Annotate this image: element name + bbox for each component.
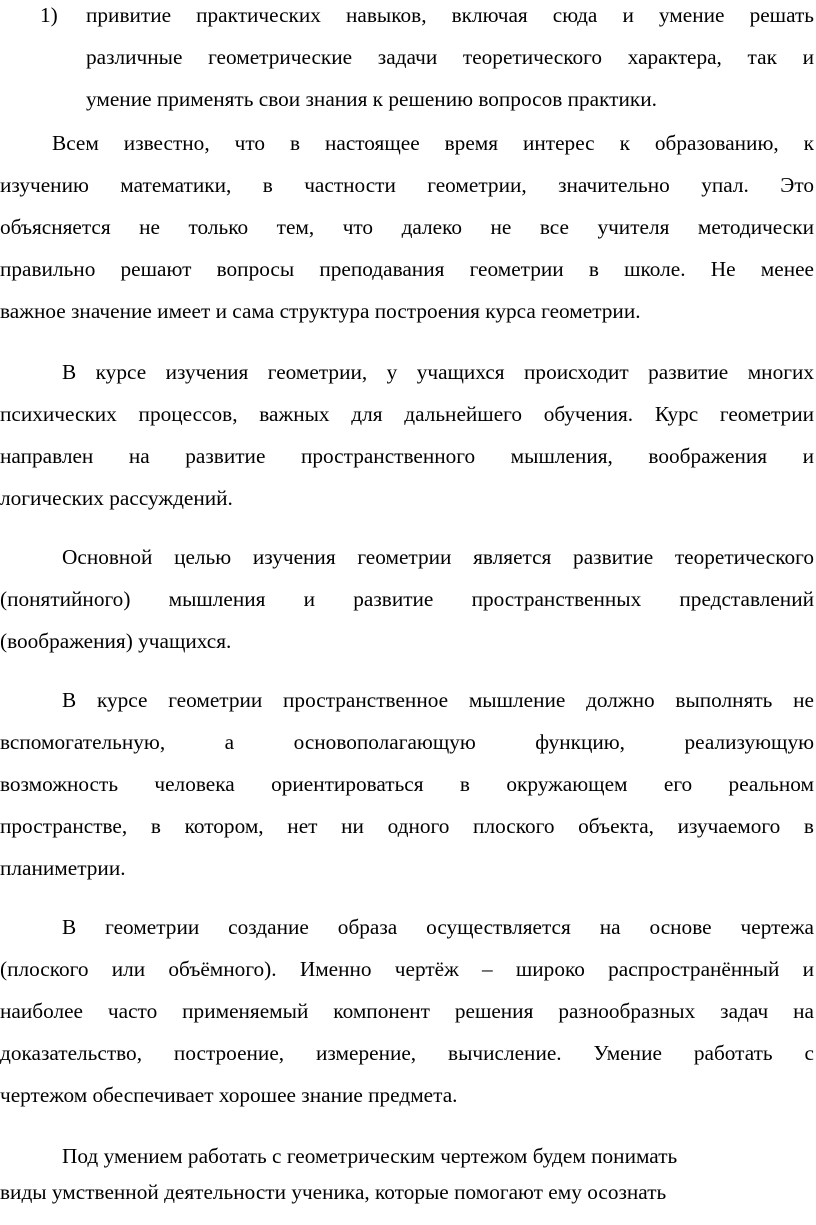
paragraph-line: (плоского или объёмного). Именно чертёж – широко распространённый и [0, 957, 814, 981]
paragraph-line: виды умственной деятельности ученика, которые помогают ему осознать [0, 1180, 667, 1204]
paragraph-line: В курсе геометрии пространственное мышление должно выполнять не [62, 688, 814, 712]
paragraph-line: Под умением работать с геометрическим чертежом будем понимать [62, 1144, 678, 1168]
list-item-line: различные геометрические задачи теоретического характера, так и [86, 45, 814, 69]
paragraph-line: (понятийного) мышления и развитие пространственных представлений [0, 587, 814, 611]
paragraph-line: изучению математики, в частности геометрии, значительно упал. Это [0, 173, 814, 197]
paragraph-line: вспомогательную, а основополагающую функцию, реализующую [0, 730, 814, 754]
paragraph-line: возможность человека ориентироваться в окружающем его реальном [0, 772, 814, 796]
paragraph-line: наиболее часто применяемый компонент решения разнообразных задач на [0, 999, 814, 1023]
paragraph-line: планиметрии. [0, 856, 126, 880]
paragraph-line: важное значение имеет и сама структура построения курса геометрии. [0, 299, 641, 323]
paragraph-line: Всем известно, что в настоящее время интерес к образованию, к [52, 131, 814, 155]
list-item-line: умение применять свои знания к решению вопросов практики. [86, 87, 657, 111]
paragraph-line: В геометрии создание образа осуществляется на основе чертежа [62, 915, 814, 939]
paragraph-line: правильно решают вопросы преподавания геометрии в школе. Не менее [0, 257, 814, 281]
paragraph-line: В курсе изучения геометрии, у учащихся происходит развитие многих [62, 360, 814, 384]
paragraph-line: пространстве, в котором, нет ни одного плоского объекта, изучаемого в [0, 814, 814, 838]
paragraph-line: объясняется не только тем, что далеко не все учителя методически [0, 215, 814, 239]
paragraph-line: Основной целью изучения геометрии является развитие теоретического [62, 545, 814, 569]
paragraph-line: психических процессов, важных для дальнейшего обучения. Курс геометрии [0, 402, 814, 426]
paragraph-line: логических рассуждений. [0, 486, 233, 510]
paragraph-line: доказательство, построение, измерение, вычисление. Умение работать с [0, 1041, 814, 1065]
list-item-number: 1) [40, 3, 58, 27]
paragraph-line: чертежом обеспечивает хорошее знание предмета. [0, 1083, 458, 1107]
list-item-line: привитие практических навыков, включая сюда и умение решать [86, 3, 814, 27]
paragraph-line: (воображения) учащихся. [0, 629, 232, 653]
paragraph-line: направлен на развитие пространственного мышления, воображения и [0, 444, 814, 468]
